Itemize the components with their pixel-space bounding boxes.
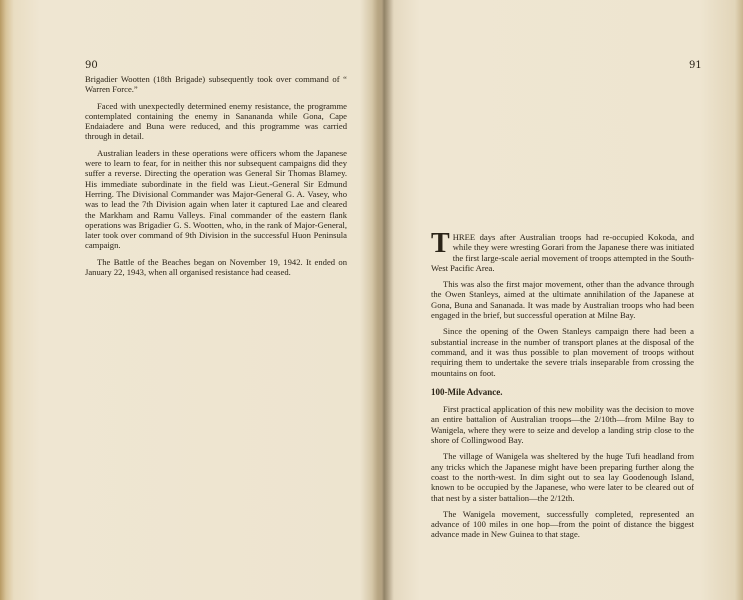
left-page-number: 90 <box>85 60 98 71</box>
section-heading: 100-Mile Advance. <box>431 386 503 397</box>
right-paragraph-5: The village of Wanigela was sheltered by the huge Tufi headland from any tricks which the Japanese might have been preparing further along the coast to the north-west. In dim sight out to sea lay Goodenough Island, known to be occupied by the Japanese, who were later to be cleared out of that nest by a sister battalion—the 2/12th. <box>431 451 694 503</box>
right-paragraph-3: Since the opening of the Owen Stanleys campaign there had been a substantial increase in the number of transport planes at the disposal of the command, and it was thus possible to plan movement of troops without requiring them to undertake the severe trials inseparable from crossing the mountains on foot. <box>431 326 694 378</box>
right-text-column <box>431 228 694 546</box>
left-paragraph-2: Faced with unexpectedly determined enemy resistance, the programme contemplated containing the enemy in Sanananda while Gona, Cape Endaiadere and Buna were reduced, and this programme was carried through in detail. <box>85 100 347 142</box>
right-paragraph-1 <box>431 228 694 273</box>
right-paragraph-6: The Wanigela movement, successfully completed, represented an advance of 100 miles in one hop—from the point of distance the biggest advance made in New Guinea to that stage. <box>431 508 694 540</box>
right-paragraph-4: First practical application of this new mobility was the decision to move an entire battalion of Australian troops—the 2/10th—from Milne Bay to Wanigela, where they were to seize and develop a landing strip close to the shore of Collingwood Bay. <box>431 404 694 446</box>
left-paragraph-3: Australian leaders in these operations were officers whom the Japanese were to learn to fear, for in neither this nor subsequent campaigns did they suffer a reverse. Directing the operation was General Sir Thomas Blamey. His immediate subordinate in the field was Lieut.-General Sir Edmund Herring. The Divisional Commander was Major-General G. A. Vasey, who was to lead the 7th Division again when later it captured Lae and cleared the Markham and Ramu Valleys. Final commander of the eastern flank operations was Brigadier G. S. Wootten, who, in the rank of Major-General, later took over command of 9th Division in the successful Huon Peninsula campaign. <box>85 147 347 251</box>
drop-cap: T <box>431 228 450 259</box>
left-paragraph-4: The Battle of the Beaches began on November 19, 1942. It ended on January 22, 1943, when all organised resistance had ceased. <box>85 256 347 278</box>
left-paragraph-1: Brigadier Wootten (18th Brigade) subsequently took over command of “ Warren Force.” <box>85 74 347 95</box>
left-text-column <box>85 74 347 283</box>
right-paragraph-2: This was also the first major movement, other than the advance through the Owen Stanleys, aimed at the ultimate annihilation of the Japanese at Gona, Buna and Sananada. It was made by Australian troops who had been engaged in the brief, but successful operation at Milne Bay. <box>431 279 694 321</box>
right-paragraph-1-text: HREE days after Australian troops had re-occupied Kokoda, and while they were wresting Gorari from the Japanese there was initiated the first large-scale aerial movement of troops attempted in the South-West Pacific Area. <box>431 232 694 273</box>
right-page-number: 91 <box>689 60 702 71</box>
right-page <box>384 0 743 600</box>
